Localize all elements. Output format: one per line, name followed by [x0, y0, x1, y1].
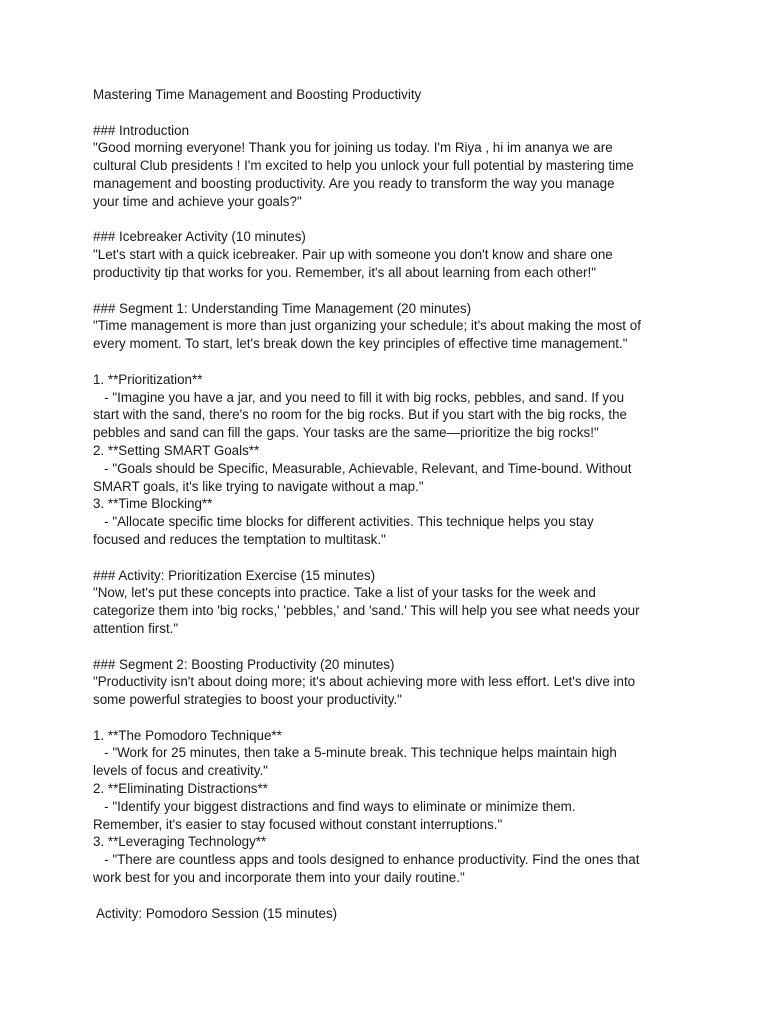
text-line: SMART goals, it's like trying to navigate without a map." [93, 478, 424, 494]
text-line: - "Goals should be Specific, Measurable, Achievable, Relevant, and Time-bound. Without [93, 460, 632, 476]
text-line: "Let's start with a quick icebreaker. Pair up with someone you don't know and share one [93, 247, 613, 263]
text-line: cultural Club presidents ! I'm excited to help you unlock your full potential by mastering time [93, 158, 634, 174]
text-line: - "Allocate specific time blocks for different activities. This technique helps you stay [93, 514, 594, 530]
text-line: some powerful strategies to boost your productivity." [93, 692, 402, 708]
text-line: focused and reduces the temptation to multitask." [93, 531, 386, 547]
list-item-heading: 2. **Setting SMART Goals** [93, 442, 260, 458]
text-line: attention first." [93, 620, 179, 636]
text-line: - "Identify your biggest distractions and find ways to eliminate or minimize them. [93, 798, 576, 814]
text-line: - "There are countless apps and tools designed to enhance productivity. Find the ones that [93, 852, 640, 868]
section-heading: ### Segment 1: Understanding Time Management (20 minutes) [93, 300, 472, 316]
list-item-heading: 3. **Time Blocking** [93, 496, 213, 512]
blank-line [93, 282, 683, 300]
list-item-heading: 1. **Prioritization** [93, 371, 203, 387]
text-line: levels of focus and creativity." [93, 763, 268, 779]
blank-line [93, 549, 683, 567]
text-line: "Good morning everyone! Thank you for joining us today. I'm Riya , hi im ananya we are [93, 140, 613, 156]
section-heading: Activity: Pomodoro Session (15 minutes) [93, 905, 338, 921]
document-title: Mastering Time Management and Boosting Productivity [93, 87, 422, 102]
text-line: "Now, let's put these concepts into practice. Take a list of your tasks for the week and [93, 585, 596, 601]
text-line: categorize them into 'big rocks,' 'pebbles,' and 'sand.' This will help you see what needs your [93, 603, 640, 619]
list-item-heading: 1. **The Pomodoro Technique** [93, 727, 282, 743]
text-line: start with the sand, there's no room for the big rocks. But if you start with the big rocks, the [93, 407, 627, 423]
blank-line [93, 709, 683, 727]
text-line: - "Work for 25 minutes, then take a 5-minute break. This technique helps maintain high [93, 745, 617, 761]
list-item-heading: 2. **Eliminating Distractions** [93, 781, 268, 797]
blank-line [93, 638, 683, 656]
blank-line [93, 104, 683, 122]
text-line: - "Imagine you have a jar, and you need to fill it with big rocks, pebbles, and sand. If you [93, 389, 625, 405]
text-line: Remember, it's easier to stay focused without constant interruptions." [93, 816, 503, 832]
section-heading: ### Icebreaker Activity (10 minutes) [93, 229, 306, 245]
document-body [93, 86, 683, 922]
section-heading: ### Introduction [93, 122, 190, 138]
text-line: management and boosting productivity. Are you ready to transform the way you manage [93, 175, 615, 191]
text-line: "Productivity isn't about doing more; it's about achieving more with less effort. Let's dive into [93, 674, 636, 690]
list-item-heading: 3. **Leveraging Technology** [93, 834, 267, 850]
text-line: pebbles and sand can fill the gaps. Your tasks are the same—prioritize the big rocks!" [93, 425, 599, 441]
text-line: every moment. To start, let's break down the key principles of effective time management." [93, 336, 628, 352]
section-heading: ### Segment 2: Boosting Productivity (20 minutes) [93, 656, 395, 672]
text-line: work best for you and incorporate them into your daily routine." [93, 870, 465, 886]
blank-line [93, 211, 683, 229]
blank-line [93, 353, 683, 371]
blank-line [93, 887, 683, 905]
section-heading: ### Activity: Prioritization Exercise (15 minutes) [93, 567, 376, 583]
text-line: productivity tip that works for you. Remember, it's all about learning from each other!" [93, 264, 596, 280]
text-line: your time and achieve your goals?" [93, 193, 302, 209]
text-line: "Time management is more than just organizing your schedule; it's about making the most of [93, 318, 641, 334]
